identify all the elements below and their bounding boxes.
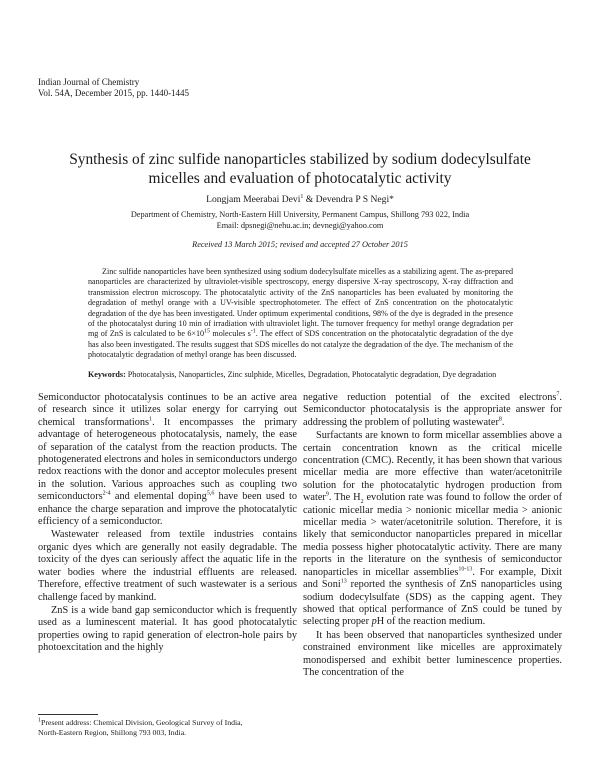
text-span: . Semiconductor photocatalysis is the appropriate answer for addressing the problem of polluting wastewater	[303, 392, 562, 428]
footnote-line-1	[38, 718, 298, 728]
right-paragraph-1	[303, 392, 562, 429]
abstract-exp-1: 15	[204, 328, 211, 335]
affiliation-block	[40, 210, 560, 231]
journal-header	[38, 77, 189, 99]
journal-name: Indian Journal of Chemistry	[38, 77, 140, 87]
citation: 1	[149, 416, 153, 423]
text-span: and elemental doping	[110, 491, 207, 503]
abstract-text-3: . The effect of SDS concentration on the photocatalytic degradation of the dye has also been investigated. The results suggest that SDS micelles do not catalyze the degradation of the dye. The mechanism of the photocatalytic degradation of methyl orange has been discussed.	[88, 329, 513, 360]
abstract-exp-2: -1	[250, 328, 256, 335]
citation: 8	[498, 416, 502, 423]
footnote-divider	[38, 714, 98, 715]
title-line-2: micelles and evaluation of photocatalytic activity	[148, 170, 452, 187]
footnote-line-2: North-Eastern Region, Shillong 793 003, India.	[38, 728, 187, 737]
text-span: H of the reaction medium.	[376, 616, 486, 628]
text-span: negative reduction potential of the excited electrons	[303, 392, 557, 403]
paper-title	[40, 150, 560, 188]
keywords	[88, 370, 528, 380]
email: Email: dpsnegi@nehu.ac.in; devnegi@yahoo.com	[216, 220, 384, 230]
keywords-label: Keywords:	[88, 370, 126, 379]
text-span: .	[501, 416, 505, 428]
text-span: have been used to enhance the charge separation and improve the photocatalytic efficiency of a semiconductor.	[38, 491, 297, 528]
footnote-mark: 1	[38, 717, 41, 724]
citation: 2-4	[102, 490, 111, 497]
text-span: Semiconductor photocatalysis continues to be an active area of research since it utilizes solar energy for carrying out chemical transformations	[38, 392, 297, 428]
footnote-text-1: Present address: Chemical Division, Geological Survey of India,	[41, 718, 243, 727]
text-span: . For example, Dixit and Soni	[303, 566, 562, 591]
text-span: evolution rate was found to follow the order of cationic micellar media > nonionic micellar media > anionic micellar media > water/acetonitrile solution. Therefore, it is likely that semiconductor nanoparticles prepared in micellar media possess higher photocatalytic activity. There are many reports in the literature on the synthesis of semiconductor nanoparticles in micellar assemblies	[303, 492, 562, 578]
body-column-right	[303, 392, 562, 679]
citation: 9	[325, 491, 329, 498]
journal-issue: Vol. 54A, December 2015, pp. 1440-1445	[38, 88, 190, 98]
body-column-left	[38, 392, 297, 655]
text-span: . The H	[328, 492, 361, 504]
abstract-text-1: Zinc sulfide nanoparticles have been synthesized using sodium dodecylsulfate micelles as a stabilizing agent. The as-prepared nanoparticles are characterized by ultraviolet-visible spectroscopy, energy dispersive X-ray spectroscopy, X-ray diffraction and transmission electron microscopy. The photocatalytic activity of the ZnS nanoparticles has been evaluated by monitoring the degradation of methyl orange with a UV-visible spectrophotometer. The effect of ZnS concentration on the photocatalytic degradation of the dye has been investigated. Under optimum experimental conditions, 98% of the dye is degraded in the presence of the photocatalyst during 10 min of irradiation with ultraviolet light. The turnover frequency for methyl orange degradation per mg of ZnS is calculated to be 6×10	[88, 267, 513, 339]
footnote	[38, 718, 298, 738]
affiliation: Department of Chemistry, North-Eastern Hill University, Permanent Campus, Shillong 793 022, India	[130, 210, 470, 219]
subscript: 2	[360, 499, 364, 506]
citation: 13	[340, 578, 347, 585]
text-span: reported the synthesis of ZnS nanoparticles using sodium dodecylsulfate (SDS) as the capping agent. They showed that optical performance of ZnS could be tuned by selecting proper	[303, 579, 562, 628]
author-list	[40, 194, 560, 205]
citation: 7	[556, 391, 560, 398]
keywords-text: Photocatalysis, Nanoparticles, Zinc sulphide, Micelles, Degradation, Photocatalytic degradation, Dye degradation	[125, 370, 497, 379]
left-paragraph-2: Wastewater released from textile industries contains organic dyes which are generally not easily degradable. The toxicity of the dyes can seriously affect the aquatic life in the water bodies where the industrial effluents are released. Therefore, effective treatment of such wastewater is a serious challenge faced by mankind.	[38, 529, 297, 603]
left-paragraph-1	[38, 392, 297, 528]
abstract	[88, 267, 513, 361]
citation: 10-13	[458, 566, 473, 573]
right-paragraph-3: It has been observed that nanoparticles synthesized under constrained environment like micelles are approximately monodispersed and exhibit better luminescence properties. The concentration of the	[303, 629, 562, 678]
right-paragraph-2	[303, 430, 562, 629]
citation: 5,6	[206, 490, 215, 497]
author-separator: &	[303, 194, 316, 205]
author-2: Devendra P S Negi*	[315, 194, 394, 205]
author-1-mark: 1	[300, 193, 304, 200]
text-span: . It encompasses the primary advantage of heterogeneous photocatalysis, namely, the ease of separation of the catalyst from the reaction products. The photogenerated electrons and holes in semiconductors undergo redox reactions with the donor and acceptor molecules present in the solution. Various approaches such as coupling two semiconductors	[38, 416, 297, 503]
italic-p: p	[371, 616, 377, 628]
abstract-text-2: molecules s	[210, 329, 251, 339]
text-span: Surfactants are known to form micellar assemblies above a certain concentration known as the critical micelle concentration (CMC). Recently, it has been shown that various micellar media are more effective than water/acetonitrile solution for the photocatalytic hydrogen production from water	[303, 430, 562, 504]
received-dates: Received 13 March 2015; revised and accepted 27 October 2015	[192, 240, 408, 249]
author-1: Longjam Meerabai Devi	[206, 194, 301, 205]
title-line-1: Synthesis of zinc sulfide nanoparticles stabilized by sodium dodecylsulfate	[69, 151, 531, 168]
left-paragraph-3: ZnS is a wide band gap semiconductor which is frequently used as a luminescent material. It has good photocatalytic properties owing to rapid generation of electron-hole pairs by photoexcitation and the highly	[38, 604, 297, 654]
